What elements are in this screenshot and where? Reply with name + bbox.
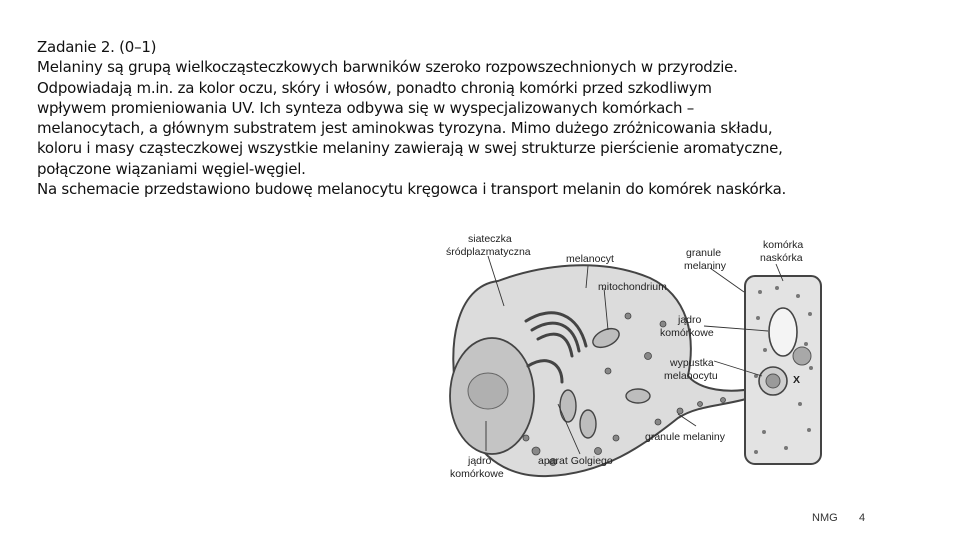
dendrite-tip-granule	[766, 374, 780, 388]
label-granules-top-1: granule	[686, 247, 722, 259]
label-er-1: siateczka	[468, 233, 512, 245]
label-nucleus-right-2: komórkowe	[660, 327, 714, 339]
mitochondrion-3	[580, 410, 596, 438]
label-granules-bottom: granule melaniny	[645, 431, 725, 443]
label-er-2: śródplazmatyczna	[446, 246, 531, 258]
label-dendrite-2: melanocytu	[664, 370, 718, 382]
epidermal-cell	[745, 276, 821, 464]
task-line-4: melanocytach, a głównym substratem jest aminokwas tyrozyna. Mimo dużego zróżnicowania składu,	[37, 119, 773, 138]
epidermal-nucleus	[769, 308, 797, 356]
granule-cluster	[793, 347, 811, 365]
nucleolus	[468, 373, 508, 409]
footer-label: NMG	[812, 512, 838, 524]
melanocyte-diagram	[438, 226, 828, 516]
label-epidermal-1: komórka	[763, 239, 804, 251]
label-nucleus-bottom-2: komórkowe	[450, 468, 504, 480]
label-nucleus-right-1: jądro	[678, 314, 702, 326]
task-line-5: koloru i masy cząsteczkowej wszystkie melaniny zawierają w swej strukturze pierścienie aromatyczne,	[37, 139, 783, 158]
label-golgi: aparat Golgiego	[538, 455, 613, 467]
label-epidermal-2: naskórka	[760, 252, 803, 264]
task-line-2: Odpowiadają m.in. za kolor oczu, skóry i włosów, ponadto chronią komórki przed szkodliwym	[37, 78, 712, 97]
task-text	[37, 37, 937, 199]
task-line-6: połączone wiązaniami węgiel-węgiel.	[37, 159, 306, 178]
label-granules-top-2: melaniny	[684, 260, 727, 272]
label-melanocyte: melanocyt	[566, 253, 614, 265]
label-x-mark: X	[793, 374, 801, 386]
page-number: 4	[859, 512, 866, 524]
melanocyte-diagram-svg	[438, 226, 828, 516]
task-line-1: Melaniny są grupą wielkocząsteczkowych barwników szeroko rozpowszechnionych w przyrodzie.	[37, 58, 738, 77]
mitochondrion-2	[560, 390, 576, 422]
label-dendrite-1: wypustka	[670, 357, 714, 369]
label-nucleus-bottom-1: jądro	[468, 455, 492, 467]
task-line-3: wpływem promieniowania UV. Ich synteza odbywa się w wyspecjalizowanych komórkach –	[37, 98, 695, 117]
mitochondrion-4	[626, 389, 650, 403]
task-title: Zadanie 2. (0–1)	[37, 38, 157, 56]
label-mitochondrion: mitochondrium	[598, 281, 667, 293]
task-line-7: Na schemacie przedstawiono budowę melanocytu kręgowca i transport melanin do komórek naskórka.	[37, 180, 787, 199]
